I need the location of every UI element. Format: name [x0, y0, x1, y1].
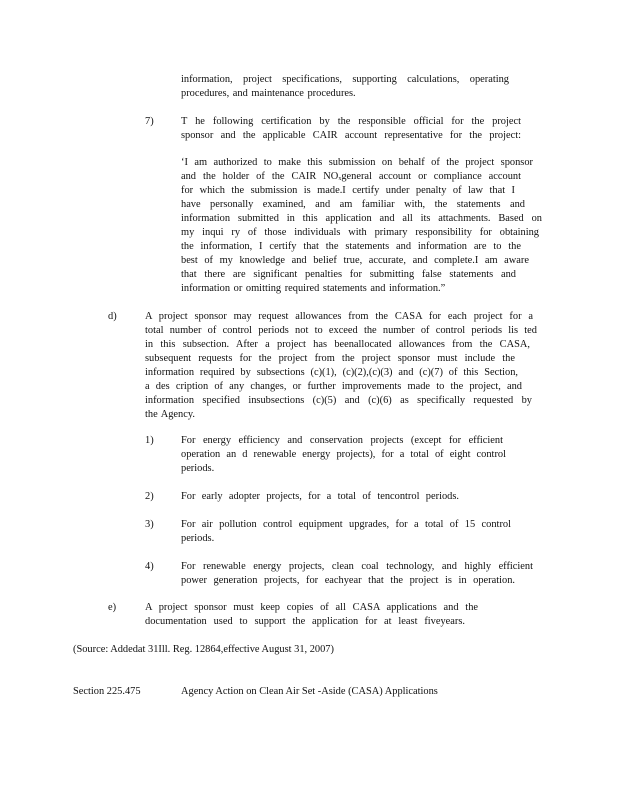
quote-line: ‘I am authorized to make this submission on behalf of the project sponsor: [181, 157, 533, 168]
paragraph-line: information required by subsections (c)(1), (c)(2),(c)(3) and (c)(7) of this Section,: [145, 367, 518, 378]
section-title: Agency Action on Clean Air Set -Aside (CASA) Applications: [181, 686, 438, 697]
paragraph-line: A project sponsor must keep copies of all CASA applications and the: [145, 602, 478, 613]
paragraph-line: For renewable energy projects, clean coal technology, and highly efficient: [181, 561, 533, 572]
paragraph-line: periods.: [181, 533, 215, 544]
subitem-4-paragraph: [181, 560, 533, 588]
item-d-paragraph: [145, 310, 537, 422]
quote-line: the information, I certify that the statements and information are to the: [181, 241, 521, 252]
paragraph-line: subsequent requests for the project from the project sponsor must include the: [145, 353, 515, 364]
paragraph-line: power generation projects, for eachyear that the project is in operation.: [181, 575, 515, 586]
item-e-paragraph: [145, 601, 478, 629]
paragraph-line: For early adopter projects, for a total of tencontrol periods.: [181, 491, 459, 502]
subitem-1-label: 1): [145, 435, 154, 446]
quote-line: my inqui ry of those individuals with primary responsibility for obtaining: [181, 227, 539, 238]
paragraph-line: a des cription of any changes, or further improvements made to the project, and: [145, 381, 522, 392]
quote-line: have personally examined, and am familiar with, the statements and: [181, 199, 525, 210]
item-7-paragraph: [181, 115, 521, 143]
paragraph-line: information, project specifications, supporting calculations, operating: [181, 74, 509, 85]
item-d-label: d): [108, 311, 117, 322]
subitem-1-paragraph: [181, 434, 506, 476]
paragraph-line: in this subsection. After a project has beenallocated allowances from the CASA,: [145, 339, 530, 350]
subitem-3-paragraph: [181, 518, 513, 546]
paragraph-line: procedures, and maintenance procedures.: [181, 88, 356, 99]
certification-quote: [181, 156, 542, 296]
quote-line: that there are significant penalties for submitting false statements and: [181, 269, 516, 280]
item-e-label: e): [108, 602, 117, 613]
paragraph-line: information specified insubsections (c)(5) and (c)(6) as specifically requested by: [145, 395, 532, 406]
paragraph-line: For air pollution control equipment upgrades, for a total of 15 control: [181, 519, 511, 530]
quote-line: information or omitting required statements and information.”: [181, 283, 446, 294]
subitem-4-label: 4): [145, 561, 154, 572]
subitem-2-label: 2): [145, 491, 154, 502]
subitem-3-label: 3): [145, 519, 154, 530]
paragraph-line: operation an d renewable energy projects), for a total of eight control: [181, 449, 506, 460]
paragraph-line: For energy efficiency and conservation projects (except for efficient: [181, 435, 503, 446]
paragraph-line: sponsor and the applicable CAIR account representative for the project:: [181, 130, 521, 141]
quote-line: best of my knowledge and belief true, accurate, and complete.I am aware: [181, 255, 529, 266]
paragraph-line: documentation used to support the application for at least fiveyears.: [145, 616, 465, 627]
quote-line: information submitted in this application and all its attachments. Based on: [181, 213, 542, 224]
quote-line: for which the submission is made.I certify under penalty of law that I: [181, 185, 515, 196]
paragraph-line: the Agency.: [145, 409, 195, 420]
quote-line: and the holder of the CAIR NOₓgeneral account or compliance account: [181, 171, 521, 182]
continuation-paragraph: [181, 73, 509, 101]
subitem-2-paragraph: [181, 490, 461, 504]
item-7-label: 7): [145, 116, 154, 127]
paragraph-line: A project sponsor may request allowances from the CASA for each project for a: [145, 311, 533, 322]
paragraph-line: total number of control periods not to exceed the number of control periods lis ted: [145, 325, 537, 336]
section-number: Section 225.475: [73, 686, 141, 697]
paragraph-line: periods.: [181, 463, 215, 474]
source-note: (Source: Addedat 31Ill. Reg. 12864,effective August 31, 2007): [73, 644, 334, 655]
paragraph-line: T he following certification by the responsible official for the project: [181, 116, 521, 127]
